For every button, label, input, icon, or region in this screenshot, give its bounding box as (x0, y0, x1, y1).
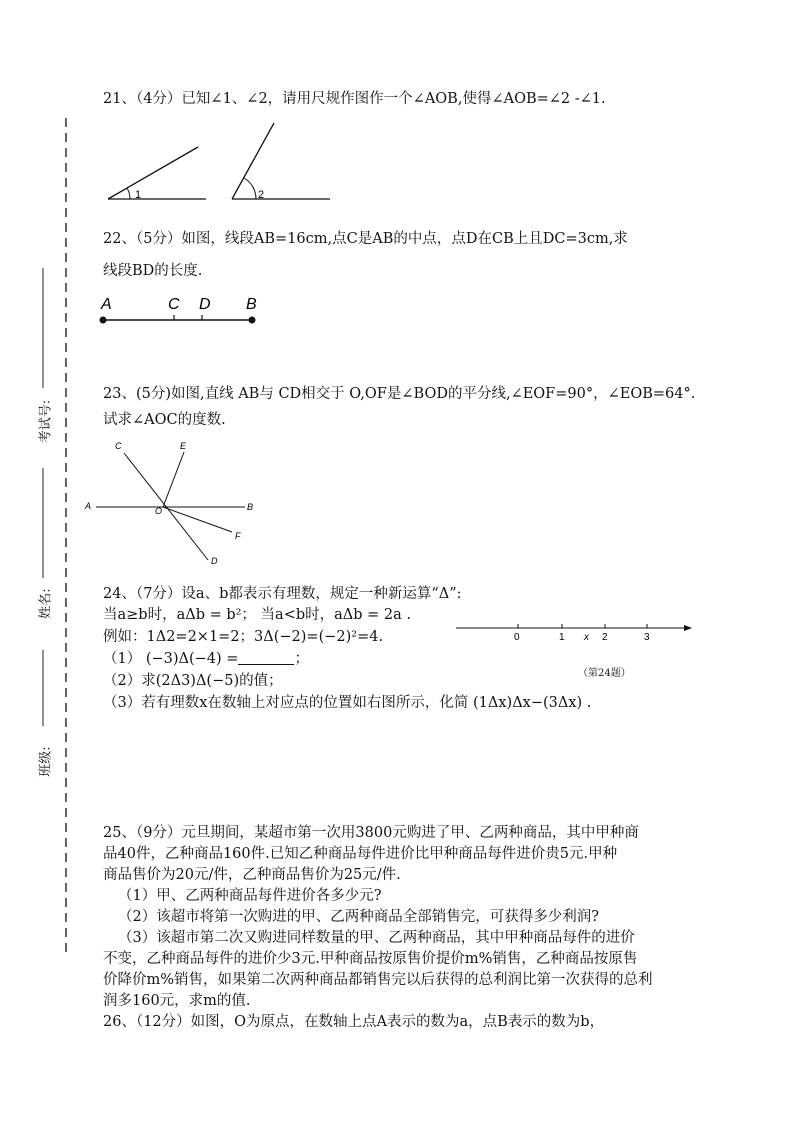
angle-1 (108, 147, 206, 201)
q25-line7: 不变，乙种商品每件的进价少3元.甲种商品按原售价提价m%销售，乙种商品按原售 (103, 951, 638, 967)
q25-line2: 品40件，乙种商品160件.已知乙种商品每件进价比甲种商品每件进价贵5元.甲种 (103, 846, 618, 862)
q24-figure-caption: （第24题） (578, 668, 631, 679)
tick-3: 3 (644, 632, 650, 643)
q24-line3: 例如：1Δ2=2×1=2；3Δ(−2)=(−2)²=4. (103, 629, 384, 645)
q21-angles-figure (100, 118, 370, 208)
tick-1: 1 (559, 632, 565, 643)
answer-blank[interactable] (238, 650, 294, 665)
angle-2-label: 2 (258, 189, 265, 201)
q23-line2: 试求∠AOC的度数. (103, 412, 226, 428)
line-label-d: D (211, 556, 218, 566)
name-label: 姓名: (38, 588, 54, 619)
point-c-label: C (168, 296, 180, 313)
tick-2: 2 (602, 632, 608, 643)
point-d-label: D (199, 296, 211, 313)
q22-line2: 线段BD的长度. (103, 263, 203, 279)
q24-number-line (452, 616, 697, 646)
q24-line4 (103, 648, 309, 670)
q21-text: 21、（4分）已知∠1、∠2，请用尺规作图作一个∠AOB,使得∠AOB=∠2 -∠1. (103, 91, 606, 107)
angle-1-label: 1 (135, 189, 142, 201)
q25-line8: 价降价m%销售，如果第二次两种商品都销售完以后获得的总利润比第一次获得的总利 (103, 972, 653, 988)
exam-no-label: 考试号: (38, 399, 54, 444)
q24-part1-end: ； (294, 651, 309, 667)
q25-line6: （3）该超市第二次又购进同样数量的甲、乙两种商品，其中甲种商品每件的进价 (118, 930, 635, 946)
line-label-b: B (247, 502, 254, 512)
class-label: 班级: (38, 746, 54, 777)
q24-line1: 24、（7分）设a、b都表示有理数，规定一种新运算“Δ”: (103, 586, 462, 602)
q26-line1: 26、（12分）如图，O为原点，在数轴上点A表示的数为a，点B表示的数为b， (103, 1014, 605, 1030)
line-label-e: E (180, 441, 187, 451)
line-label-a: A (85, 501, 92, 511)
q25-line4: （1）甲、乙两种商品每件进价各多少元? (118, 888, 382, 904)
q25-line5: （2）该超市将第一次购进的甲、乙两种商品全部销售完，可获得多少利润? (118, 909, 599, 925)
line-label-c: C (115, 441, 122, 451)
q25-line9: 润多160元，求m的值. (103, 993, 251, 1009)
q23-line1: 23、(5分)如图,直线 AB与 CD相交于 O,OF是∠BOD的平分线,∠EOF=90°，∠EOB=64°. (103, 386, 696, 402)
tick-0: 0 (514, 632, 520, 643)
q24-line2: 当a≥b时，aΔb = b²； 当a<b时，aΔb = 2a . (103, 607, 411, 623)
q23-lines-figure (82, 436, 272, 571)
point-b-label: B (246, 296, 257, 313)
point-label-o: O (155, 506, 163, 516)
angle-2 (232, 123, 330, 201)
q25-line1: 25、（9分）元旦期间，某超市第一次用3800元购进了甲、乙两种商品，其中甲种商 (103, 825, 639, 841)
ray-label-f: F (235, 531, 241, 541)
tick-x: x (584, 632, 589, 643)
q22-line1: 22、（5分）如图，线段AB=16cm,点C是AB的中点，点D在CB上且DC=3cm,求 (103, 231, 628, 247)
q22-segment-figure (95, 290, 275, 334)
q25-line3: 商品售价为20元/件，乙种商品售价为25元/件. (103, 867, 401, 883)
point-a-label: A (101, 296, 112, 313)
q24-part1-text: （1） (−3)Δ(−4) = (103, 651, 239, 667)
q24-line5: （2）求(2Δ3)Δ(−5)的值； (103, 673, 283, 689)
q24-line6: （3）若有理数x在数轴上对应点的位置如右图所示，化简 (1Δx)Δx−(3Δx) . (103, 695, 592, 711)
